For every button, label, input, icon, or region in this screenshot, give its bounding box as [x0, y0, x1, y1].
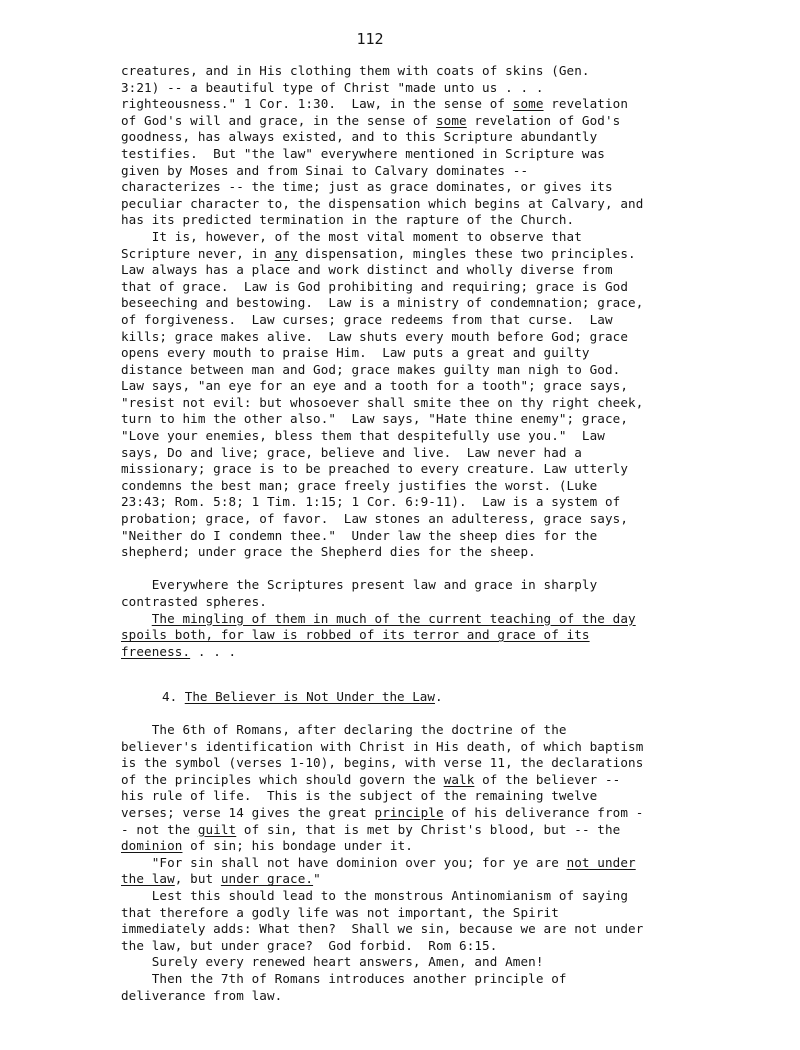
body-text-section-2: [121, 722, 721, 1004]
text-line: of forgiveness. Law curses; grace redeems from that curse. Law: [121, 311, 613, 327]
text-line: Scripture never, in any dispensation, mingles these two principles.: [121, 245, 636, 261]
text-line: [121, 611, 721, 628]
text-line: contrasted spheres.: [121, 594, 267, 609]
underlined-sentence: spoils both, for law is robbed of its terror and grace of its: [121, 627, 590, 643]
underlined-word: guilt: [197, 821, 237, 837]
text-line: Lest this should lead to the monstrous Antinomianism of saying: [121, 887, 629, 903]
text-line: - not the guilt of sin, that is met by Christ's blood, but -- the: [121, 821, 621, 837]
text-line: immediately adds: What then? Shall we sin, because we are not under: [121, 921, 644, 937]
text-line: the law, but under grace? God forbid. Rom 6:15.: [121, 937, 498, 953]
text-line: missionary; grace is to be preached to every creature. Law utterly: [121, 461, 629, 477]
text-line: peculiar character to, the dispensation which begins at Calvary, and: [121, 195, 644, 211]
text-line: creatures, and in His clothing them with coats of skins (Gen.: [121, 63, 590, 78]
underlined-word: any: [274, 245, 298, 261]
text-line: deliverance from law.: [121, 987, 283, 1003]
page-number: 112: [356, 30, 384, 48]
text-line: has its predicted termination in the rapture of the Church.: [121, 212, 575, 228]
text-line: that of grace. Law is God prohibiting and requiring; grace is God: [121, 278, 629, 294]
underlined-phrase: not under: [566, 854, 636, 870]
text-line: condemns the best man; grace freely justifies the worst. (Luke: [121, 477, 598, 493]
text-line: probation; grace, of favor. Law stones an adulteress, grace says,: [121, 511, 629, 527]
text-line: The 6th of Romans, after declaring the doctrine of the: [121, 722, 567, 737]
section-heading: 4. The Believer is Not Under the Law.: [162, 689, 443, 704]
text-line: shepherd; under grace the Shepherd dies for the sheep.: [121, 544, 536, 560]
text-line: It is, however, of the most vital moment to observe that: [121, 228, 582, 244]
underlined-word: principle: [374, 804, 444, 820]
text-line: the law, but under grace.": [121, 871, 321, 887]
underlined-phrase: the law: [121, 871, 175, 887]
text-line: verses; verse 14 gives the great principle of his deliverance from -: [121, 804, 644, 820]
underlined-word: some: [435, 112, 467, 128]
text-line: testifies. But "the law" everywhere mentioned in Scripture was: [121, 145, 605, 161]
text-line: is the symbol (verses 1-10), begins, with verse 11, the declarations: [121, 755, 644, 771]
text-line: Surely every renewed heart answers, Amen, and Amen!: [121, 954, 544, 970]
text-line: turn to him the other also." Law says, "Hate thine enemy"; grace,: [121, 411, 629, 427]
text-line: his rule of life. This is the subject of the remaining twelve: [121, 788, 598, 804]
text-line: believer's identification with Christ in His death, of which baptism: [121, 738, 644, 754]
text-line: distance between man and God; grace makes guilty man nigh to God.: [121, 361, 621, 377]
text-line: given by Moses and from Sinai to Calvary dominates --: [121, 162, 529, 178]
text-line: [121, 627, 721, 644]
text-line: 23:43; Rom. 5:8; 1 Tim. 1:15; 1 Cor. 6:9-11). Law is a system of: [121, 494, 621, 510]
body-text-section-1: [121, 63, 721, 660]
text-line: Everywhere the Scriptures present law and grace in sharply: [121, 577, 598, 593]
text-line: righteousness." 1 Cor. 1:30. Law, in the sense of some revelation: [121, 96, 629, 112]
text-line: characterizes -- the time; just as grace dominates, or gives its: [121, 179, 613, 195]
text-line: dominion of sin; his bondage under it.: [121, 838, 413, 854]
text-line: says, Do and live; grace, believe and live. Law never had a: [121, 444, 582, 460]
section-heading-title: The Believer is Not Under the Law: [184, 689, 435, 704]
text-line: opens every mouth to praise Him. Law puts a great and guilty: [121, 345, 590, 361]
underlined-word: walk: [443, 771, 475, 787]
text-line: Law always has a place and work distinct and wholly diverse from: [121, 262, 613, 278]
underlined-phrase: under grace.: [220, 871, 314, 887]
text-line: beseeching and bestowing. Law is a ministry of condemnation; grace,: [121, 295, 644, 311]
text-line: of God's will and grace, in the sense of some revelation of God's: [121, 112, 621, 128]
text-line: freeness. . . .: [121, 643, 237, 659]
text-line: [121, 561, 721, 578]
text-line: kills; grace makes alive. Law shuts every mouth before God; grace: [121, 328, 629, 344]
text-line: "resist not evil: but whosoever shall smite thee on thy right cheek,: [121, 394, 644, 410]
text-line: 3:21) -- a beautiful type of Christ "made unto us . . .: [121, 79, 544, 95]
underlined-sentence: The mingling of them in much of the current teaching of the day: [151, 610, 636, 626]
text-line: Law says, "an eye for an eye and a tooth for a tooth"; grace says,: [121, 378, 629, 394]
text-line: goodness, has always existed, and to this Scripture abundantly: [121, 129, 598, 145]
text-line: Then the 7th of Romans introduces another principle of: [121, 970, 567, 986]
underlined-word: dominion: [121, 838, 183, 854]
text-line: "Love your enemies, bless them that despitefully use you." Law: [121, 428, 605, 444]
underlined-word: some: [512, 96, 544, 112]
text-line: "For sin shall not have dominion over you; for ye are not under: [121, 854, 636, 870]
text-line: that therefore a godly life was not important, the Spirit: [121, 904, 559, 920]
text-line: of the principles which should govern the walk of the believer --: [121, 771, 621, 787]
text-line: "Neither do I condemn thee." Under law the sheep dies for the: [121, 527, 598, 543]
underlined-sentence: freeness.: [121, 643, 191, 659]
